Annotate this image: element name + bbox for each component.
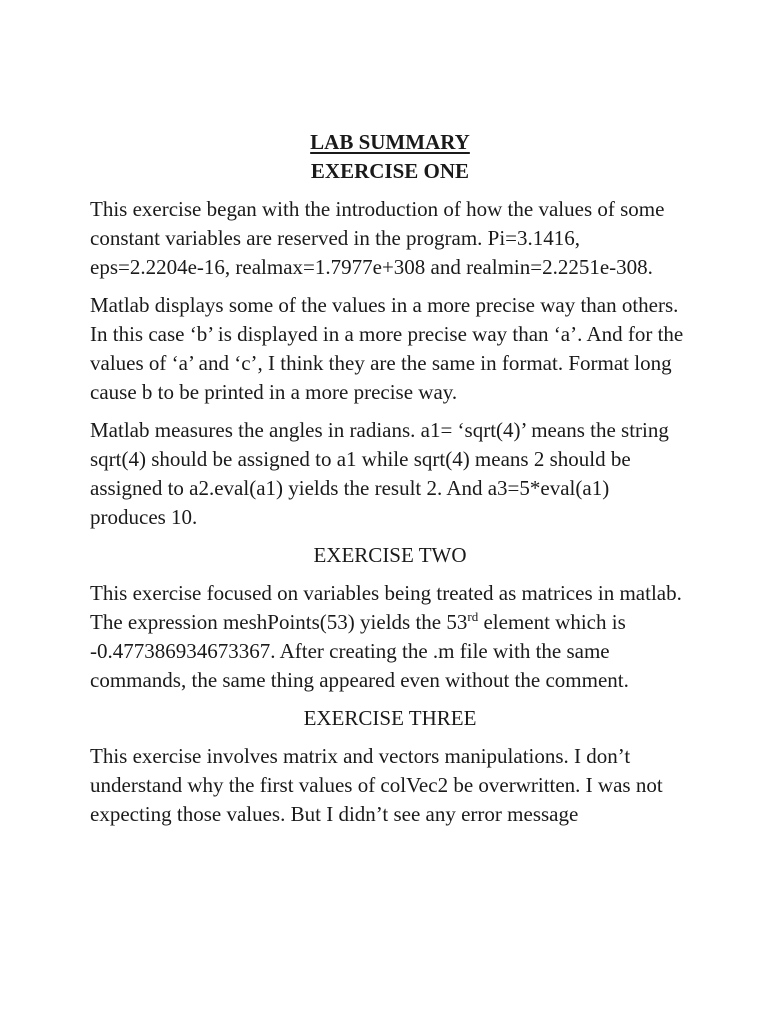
section-heading-exercise-two: EXERCISE TWO [313,543,467,567]
paragraph-exercise-two-text-before: This exercise focused on variables being treated as matrices in matlab. The expression meshPoints(53) yields the 53 [90,581,682,634]
paragraph-exercise-two-1 [90,579,690,695]
document-page [90,128,690,829]
paragraph-exercise-one-3: Matlab measures the angles in radians. a1= ‘sqrt(4)’ means the string sqrt(4) should be assigned to a1 while sqrt(4) means 2 should be assigned to a2.eval(a1) yields the result 2. And a3=5*eval(a1) produces 10. [90,418,669,529]
paragraph-exercise-one-2: Matlab displays some of the values in a more precise way than others. In this case ‘b’ is displayed in a more precise way than ‘a’. And for the values of ‘a’ and ‘c’, I think they are the same in format. Format long cause b to be printed in a more precise way. [90,293,684,404]
ordinal-suffix: rd [467,609,479,624]
paragraph-exercise-three-1: This exercise involves matrix and vectors manipulations. I don’t understand why the first values of colVec2 be overwritten. I was not expecting those values. But I didn’t see any error message [90,744,663,826]
document-title: LAB SUMMARY [310,130,470,154]
section-heading-exercise-one: EXERCISE ONE [310,159,470,183]
paragraph-exercise-one-1: This exercise began with the introduction of how the values of some constant variables are reserved in the program. Pi=3.1416, eps=2.2204e-16, realmax=1.7977e+308 and realmin=2.2251e-308. [90,197,665,279]
section-heading-exercise-three: EXERCISE THREE [303,706,477,730]
paragraph-exercise-two-text-after: element which is -0.477386934673367. After creating the .m file with the same commands, the same thing appeared even without the comment. [90,610,629,692]
